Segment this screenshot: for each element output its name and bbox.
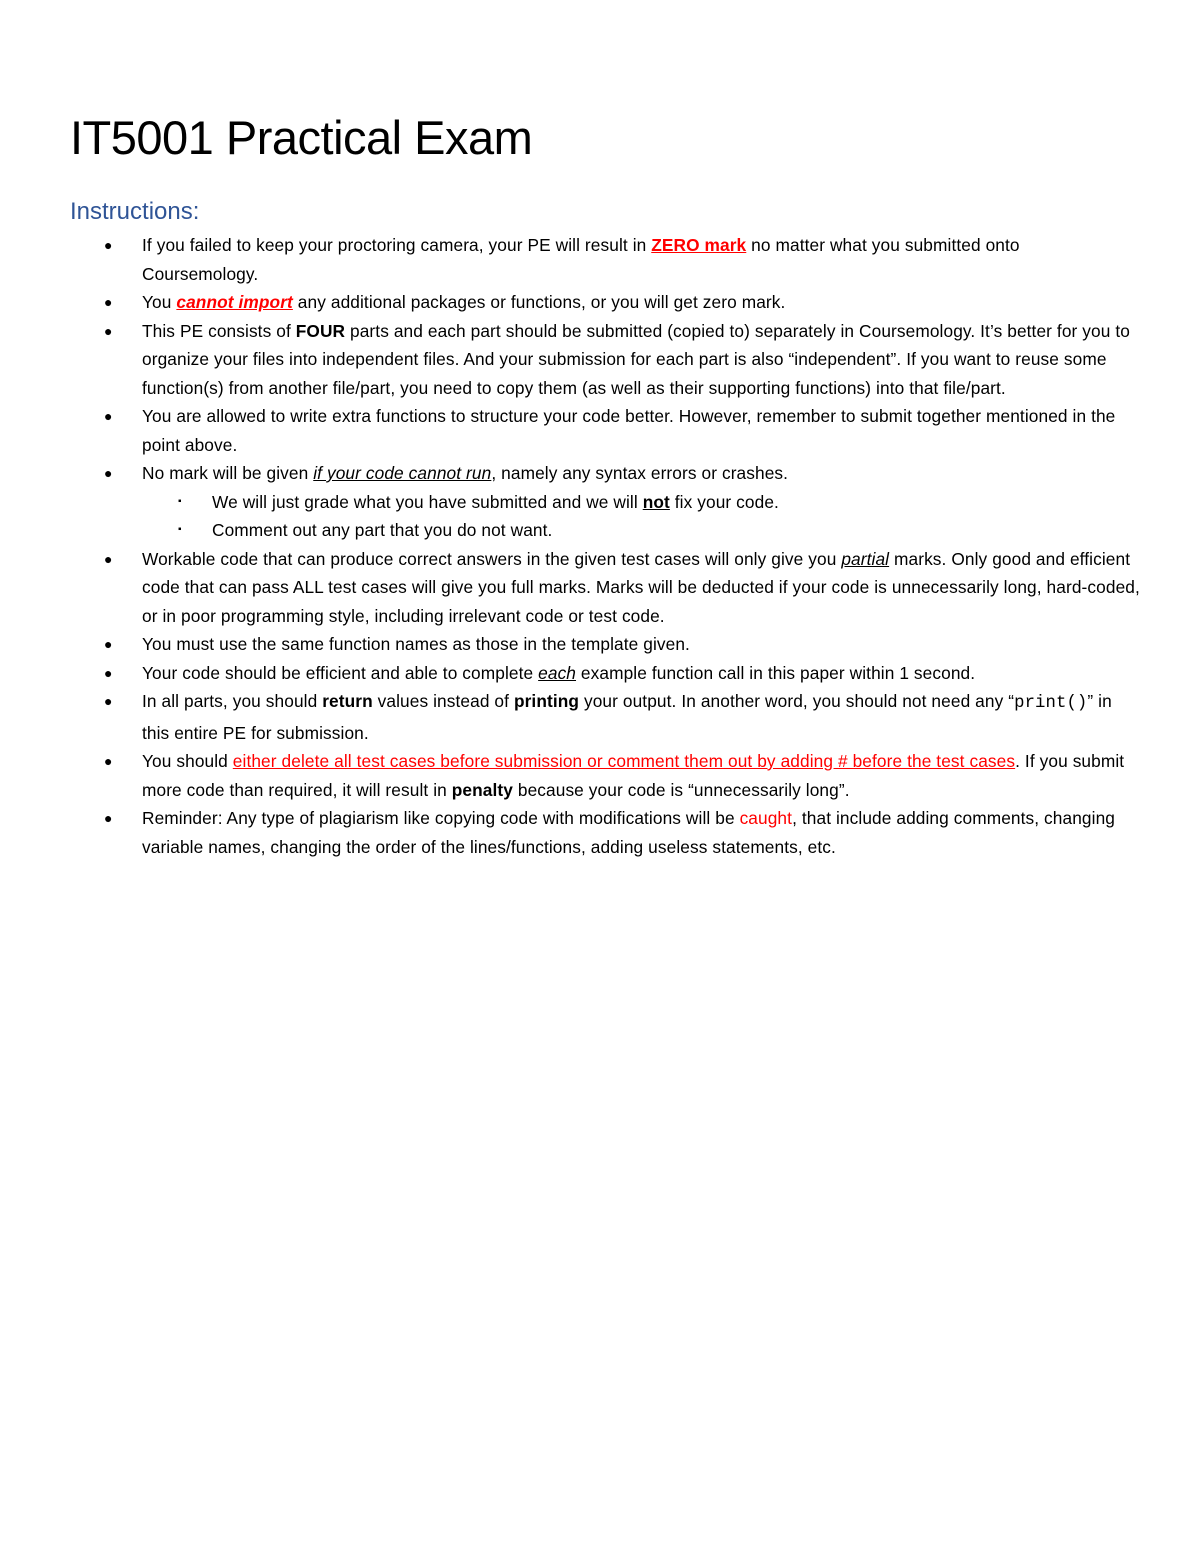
instruction-text: values instead of xyxy=(372,691,514,711)
instruction-item-camera xyxy=(100,231,1140,288)
instruction-text: ” in this entire PE for submission. xyxy=(142,691,1112,743)
instruction-emphasis: caught xyxy=(739,808,793,828)
bullet-icon: ● xyxy=(104,237,113,253)
instruction-emphasis: each xyxy=(538,662,577,683)
instruction-text: Your code should be efficient and able to complete xyxy=(142,662,539,683)
instruction-text: because your code is “unnecessarily long”. xyxy=(512,779,850,800)
bullet-icon: ● xyxy=(104,294,113,310)
instruction-emphasis: if your code cannot run xyxy=(313,463,492,483)
sub-instructions-list xyxy=(142,488,1140,545)
instruction-text: your output. In another word, you should not need any “ xyxy=(579,691,1015,711)
sub-instruction-item xyxy=(142,516,1140,545)
instruction-item-efficiency xyxy=(100,659,1140,688)
bullet-icon: ● xyxy=(104,465,113,481)
instruction-item-plagiarism xyxy=(100,804,1140,861)
instruction-emphasis: penalty xyxy=(451,779,513,800)
instruction-emphasis: printing xyxy=(513,691,580,711)
instruction-text: You are allowed to write extra functions to structure your code better. However, remember to submit together mentioned in the point above. xyxy=(142,406,1116,455)
bullet-icon: ● xyxy=(104,408,113,424)
sub-instruction-item xyxy=(142,488,1140,517)
instruction-emphasis: cannot import xyxy=(176,292,293,312)
instruction-text: parts and each part should be submitted (copied to) separately in Coursemology. It’s better for you to organize your files into independent files. And your submission for each part is also “independent”. If you want to reuse some function(s) from another file/part, you need to copy them (as well as their supporting functions) into that file/part. xyxy=(142,320,1130,398)
bullet-icon: ● xyxy=(104,810,113,826)
instruction-text: Reminder: Any type of plagiarism like copying code with modifications will be xyxy=(142,808,740,828)
instruction-text: , namely any syntax errors or crashes. xyxy=(491,463,789,483)
instruction-text: Workable code that can produce correct answers in the given test cases will only give you xyxy=(142,548,842,569)
instruction-text: marks. Only good and efficient code that can pass ALL test cases will give you full marks. Marks will be deducted if your code is unnecessarily long, hard-coded, or in poor programming style, including irrelevant code or test code. xyxy=(142,548,1140,626)
instruction-item-code-must-run xyxy=(100,459,1140,545)
instruction-item-extra-functions xyxy=(100,402,1140,459)
instruction-item-four-parts xyxy=(100,317,1140,403)
instruction-text: You must use the same function names as those in the template given. xyxy=(142,634,690,654)
instruction-text: You should xyxy=(142,751,233,771)
instruction-text: any additional packages or functions, or you will get zero mark. xyxy=(292,292,786,312)
instruction-item-no-import xyxy=(100,288,1140,317)
instructions-heading: Instructions: xyxy=(70,198,200,225)
instruction-text: If you failed to keep your proctoring camera, your PE will result in xyxy=(142,235,652,255)
instruction-text: , that include adding comments, changing variable names, changing the order of the lines/functions, adding useless statements, etc. xyxy=(142,808,1116,857)
bullet-icon: ● xyxy=(104,322,113,339)
instruction-item-function-names xyxy=(100,630,1140,659)
bullet-icon: ● xyxy=(104,550,113,567)
inline-code: print() xyxy=(1014,694,1088,713)
instruction-emphasis: not xyxy=(642,491,670,512)
instruction-item-test-cases xyxy=(100,747,1140,804)
instruction-text: fix your code. xyxy=(669,491,779,512)
instruction-emphasis: return xyxy=(322,691,373,711)
bullet-icon: ● xyxy=(104,693,113,709)
instruction-emphasis: partial xyxy=(841,548,890,569)
instruction-text: No mark will be given xyxy=(142,463,314,483)
instruction-emphasis: either delete all test cases before submission or comment them out by adding # before the test cases xyxy=(232,751,1016,771)
instruction-text: Comment out any part that you do not want. xyxy=(212,520,553,540)
instruction-text: In all parts, you should xyxy=(142,691,323,711)
instructions-list xyxy=(100,231,1140,861)
bullet-icon: ● xyxy=(104,636,113,652)
bullet-icon: ● xyxy=(104,753,113,769)
instruction-text: no matter what you submitted onto Coursemology. xyxy=(142,235,1020,284)
instruction-text: We will just grade what you have submitted and we will xyxy=(212,491,643,512)
instruction-text: example function call in this paper within 1 second. xyxy=(576,662,976,683)
document-title: IT5001 Practical Exam xyxy=(70,111,533,164)
square-bullet-icon: ▪ xyxy=(178,524,182,535)
instruction-emphasis: FOUR xyxy=(295,320,346,341)
square-bullet-icon: ▪ xyxy=(178,495,182,507)
bullet-icon: ● xyxy=(104,664,113,681)
instruction-item-return-values xyxy=(100,687,1140,747)
instruction-text: You xyxy=(142,292,177,312)
instruction-text: This PE consists of xyxy=(142,320,296,341)
instruction-text: . If you submit more code than required, it will result in xyxy=(142,751,1125,800)
instruction-item-partial-marks xyxy=(100,545,1140,631)
instruction-emphasis: ZERO mark xyxy=(651,235,747,255)
